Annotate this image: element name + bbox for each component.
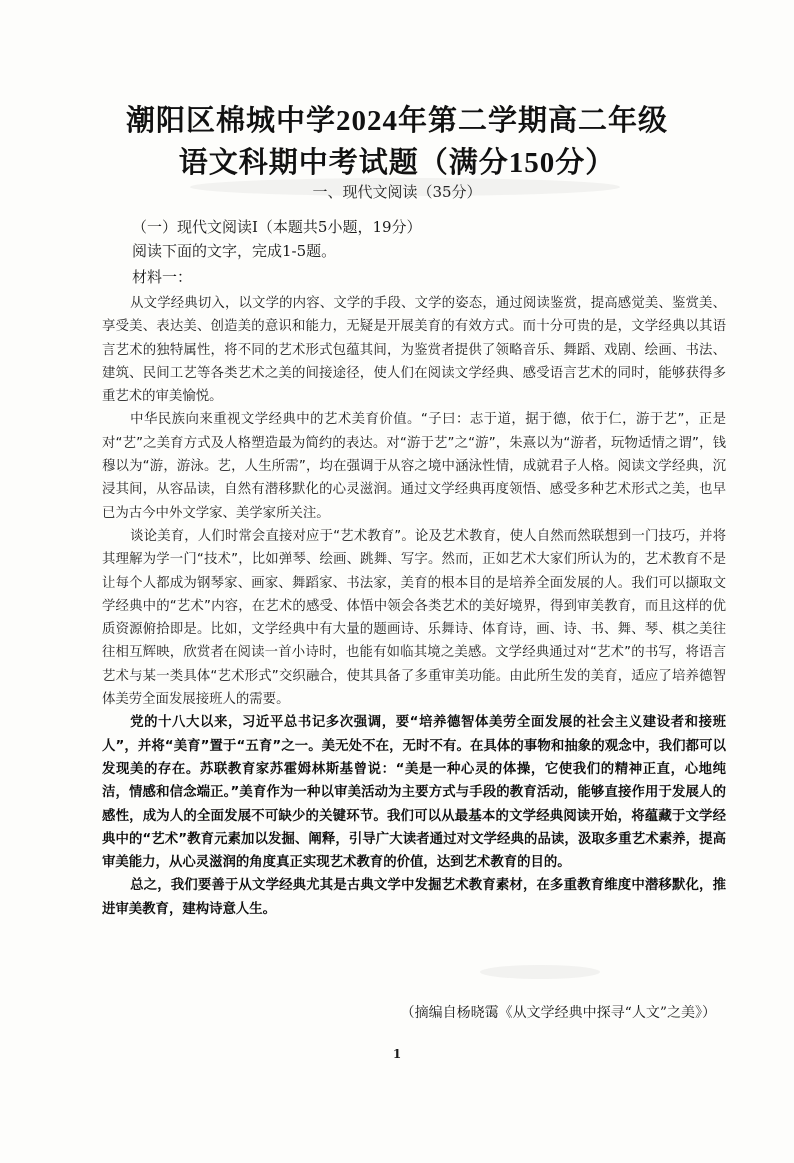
source-citation: （摘编自杨晓霭《从文学经典中探寻“人文”之美》） [400, 1005, 716, 1021]
paragraph-2: 中华民族向来重视文学经典中的艺术美育价值。“子曰：志于道，据于德，依于仁，游于艺”，正是对“艺”之美育方式及人格塑造最为简约的表达。对“游于艺”之“游”，朱熹以为“游者，玩物适情之谓”，钱穆以为“游，游泳。艺，人生所需”，均在强调于从容之境中涵泳性情，成就君子人格。阅读文学经典，沉浸其间，从容品读，自然有潜移默化的心灵滋润。通过文学经典再度领悟、感受多种艺术形式之美，也早已为古今中外文学家、美学家所关注。 [102, 412, 726, 521]
passage-body [102, 292, 726, 921]
paragraph-1: 从文学经典切入，以文学的内容、文学的手段、文学的姿态，通过阅读鉴赏，提高感觉美、鉴赏美、享受美、表达美、创造美的意识和能力，无疑是开展美育的有效方式。而十分可贵的是，文学经典以其语言艺术的独特属性，将不同的艺术形式包蕴其间，为鉴赏者提供了领略音乐、舞蹈、戏剧、绘画、书法、建筑、民间工艺等各类艺术之美的间接途径，使人们在阅读文学经典、感受语言艺术的同时，能够获得多重艺术的审美愉悦。 [102, 296, 726, 405]
paragraph-4: 党的十八大以来，习近平总书记多次强调，要“培养德智体美劳全面发展的社会主义建设者和接班人”，并将“美育”置于“五育”之一。美无处不在，无时不有。在具体的事物和抽象的观念中，我们都可以发现美的存在。苏联教育家苏霍姆林斯基曾说：“美是一种心灵的体操，它使我们的精神正直，心地纯洁，情感和信念端正。”美育作为一种以审美活动为主要方式与手段的教育活动，能够直接作用于发展人的感性，成为人的全面发展不可缺少的关键环节。我们可以从最基本的文学经典阅读开始，将蕴藏于文学经典中的“艺术”教育元素加以发掘、阐释，引导广大读者通过对文学经典的品读，汲取多重艺术素养，提高审美能力，从心灵滋润的角度真正实现艺术教育的价值，达到艺术教育的目的。 [102, 715, 726, 871]
page-number: 1 [392, 1047, 402, 1061]
material-label: 材料一： [132, 268, 193, 286]
exam-title-line1: 潮阳区棉城中学2024年第二学期高二年级 [125, 105, 668, 137]
scan-smudge [480, 965, 600, 979]
subsection-heading: （一）现代文阅读Ⅰ（本题共5小题，19分） [132, 218, 422, 236]
paragraph-3: 谈论美育，人们时常会直接对应于“艺术教育”。论及艺术教育，使人自然而然联想到一门技巧，并将其理解为学一门“技术”，比如弹琴、绘画、跳舞、写字。然而，正如艺术大家们所认为的，艺术教育不是让每个人都成为钢琴家、画家、舞蹈家、书法家，美育的根本目的是培养全面发展的人。我们可以撷取文学经典中的“艺术”内容，在艺术的感受、体悟中领会各类艺术的美好境界，得到审美教育，而且这样的优质资源俯拾即是。比如，文学经典中有大量的题画诗、乐舞诗、体育诗，画、诗、书、舞、琴、棋之美往往相互辉映，欣赏者在阅读一首小诗时，也能有如临其境之美感。文学经典通过对“艺术”的书写，将语言艺术与某一类具体“艺术形式”交织融合，使其具备了多重审美功能。由此所生发的美育，适应了培养德智体美劳全面发展接班人的需要。 [102, 528, 726, 708]
exam-title-line2: 语文科期中考试题（满分150分） [178, 147, 616, 179]
section-heading: 一、现代文阅读（35分） [312, 183, 482, 201]
paragraph-5: 总之，我们要善于从文学经典尤其是古典文学中发掘艺术教育素材，在多重教育维度中潜移默化，推进审美教育，建构诗意人生。 [102, 878, 726, 917]
reading-instruction: 阅读下面的文字，完成1-5题。 [132, 242, 337, 260]
